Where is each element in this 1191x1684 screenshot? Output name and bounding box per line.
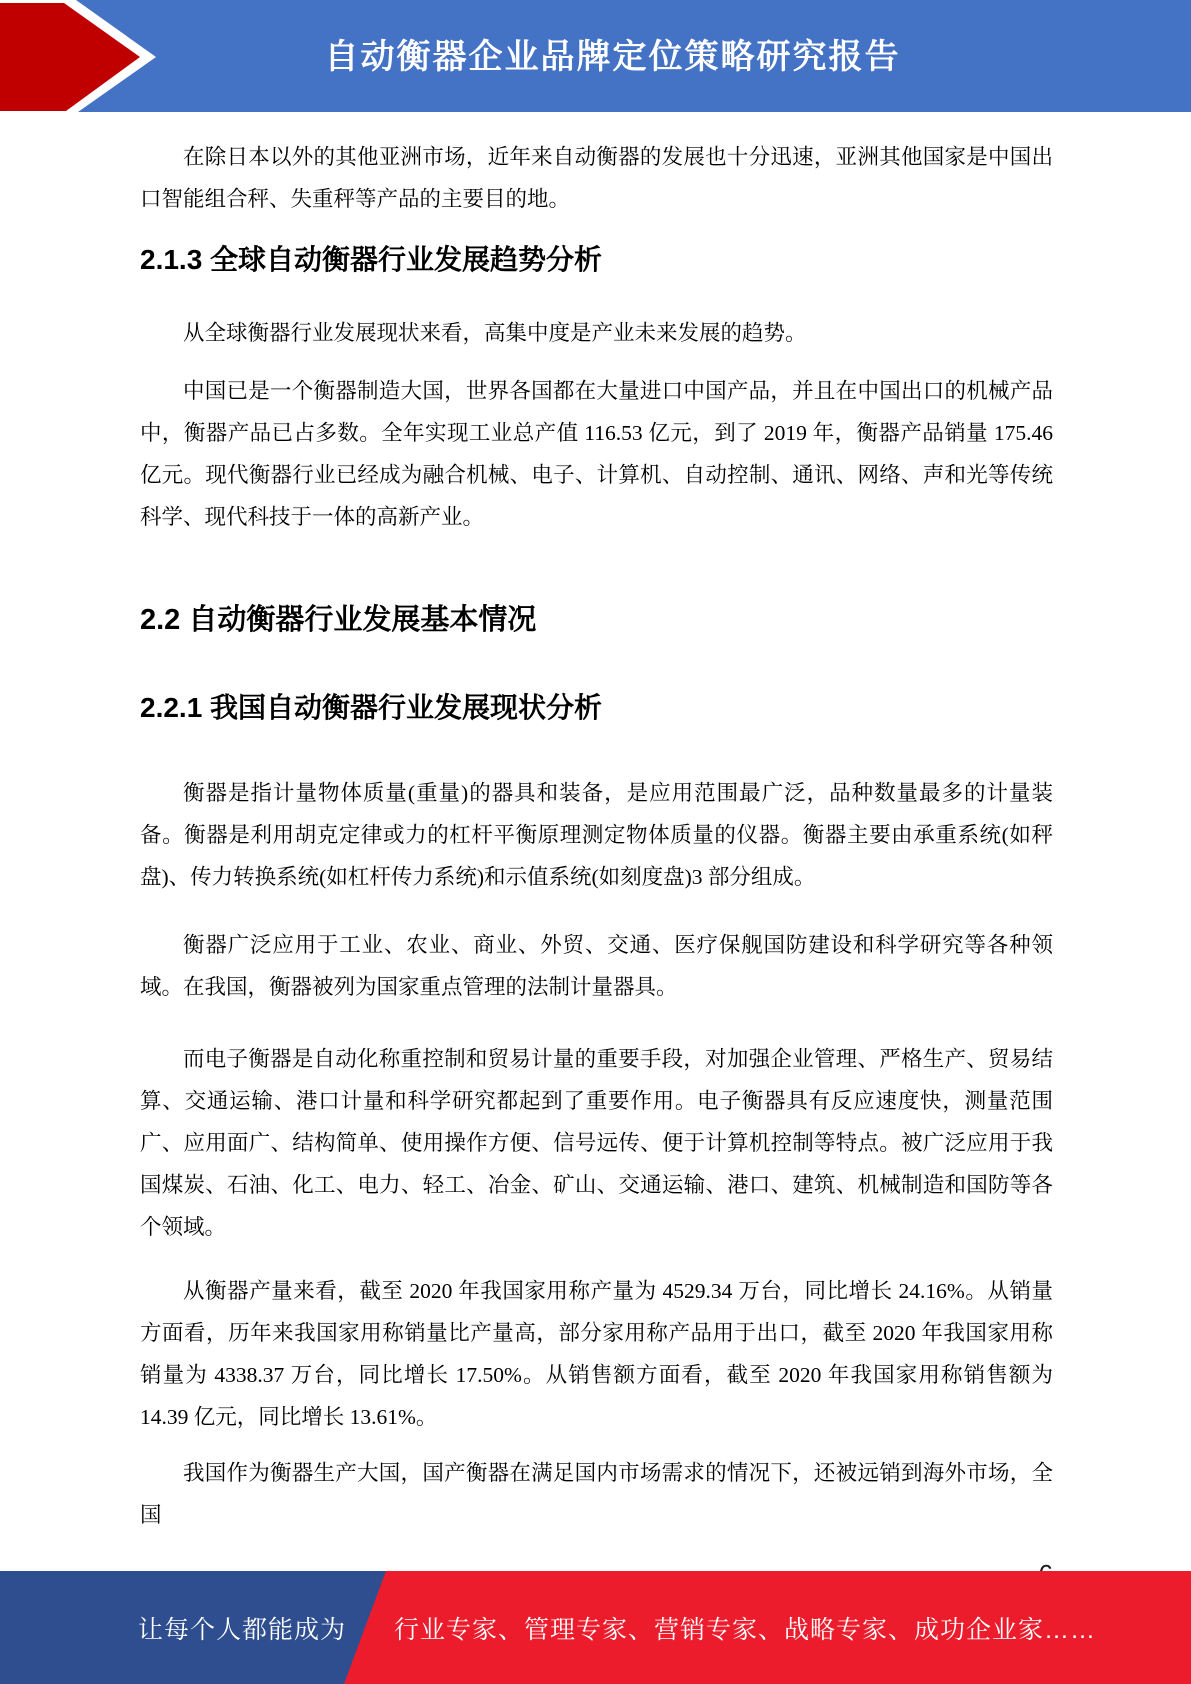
paragraph-intro: 在除日本以外的其他亚洲市场，近年来自动衡器的发展也十分迅速，亚洲其他国家是中国出口智能组合秤、失重秤等产品的主要目的地。	[140, 145, 1053, 211]
paragraph-global-trend: 从全球衡器行业发展现状来看，高集中度是产业未来发展的趋势。	[183, 321, 807, 345]
paragraph-export: 我国作为衡器生产大国，国产衡器在满足国内市场需求的情况下，还被远销到海外市场，全国	[140, 1461, 1053, 1527]
section-heading-2-1-3: 2.1.3 全球自动衡器行业发展趋势分析	[140, 244, 603, 275]
paragraph-applications: 衡器广泛应用于工业、农业、商业、外贸、交通、医疗保舰国防建设和科学研究等各种领域。在我国，衡器被列为国家重点管理的法制计量器具。	[140, 933, 1053, 999]
page-title: 自动衡器企业品牌定位策略研究报告	[324, 37, 901, 76]
paragraph-electronic-scale: 而电子衡器是自动化称重控制和贸易计量的重要手段，对加强企业管理、严格生产、贸易结算、交通运输、港口计量和科学研究都起到了重要作用。电子衡器具有反应速度快，测量范围广、应用面广、结构简单、使用操作方便、信号远传、便于计算机控制等特点。被广泛应用于我国煤炭、石油、化工、电力、轻工、冶金、矿山、交通运输、港口、建筑、机械制造和国防等各个领域。	[140, 1047, 1053, 1239]
paragraph-output-statistics: 从衡器产量来看，截至 2020 年我国家用称产量为 4529.34 万台，同比增长 24.16%。从销量方面看，历年来我国家用称销量比产量高，部分家用称产品用于出口，截至 2020 年我国家用称销量为 4338.37 万台，同比增长 17.50%。从销售额方面看，截至 2020 年我国家用称销售额为 14.39 亿元，同比增长 13.61%。	[140, 1279, 1053, 1429]
paragraph-definition: 衡器是指计量物体质量(重量)的器具和装备，是应用范围最广泛，品种数量最多的计量装备。衡器是利用胡克定律或力的杠杆平衡原理测定物体质量的仪器。衡器主要由承重系统(如秤盘)、传力转换系统(如杠杆传力系统)和示值系统(如刻度盘)3 部分组成。	[140, 781, 1053, 889]
document-body	[0, 112, 1191, 1592]
paragraph-china-manufacturing: 中国已是一个衡器制造大国，世界各国都在大量进口中国产品，并且在中国出口的机械产品中，衡器产品已占多数。全年实现工业总产值 116.53 亿元，到了 2019 年，衡器产品销量 175.46 亿元。现代衡器行业已经成为融合机械、电子、计算机、自动控制、通讯、网络、声和光等传统科学、现代科技于一体的高新产业。	[140, 379, 1053, 529]
footer-slogan-right: 行业专家、管理专家、营销专家、战略专家、成功企业家……	[394, 1615, 1097, 1644]
header-banner	[0, 0, 1191, 112]
footer-slogan-left: 让每个人都能成为	[137, 1615, 346, 1644]
footer-banner	[0, 1571, 1191, 1684]
section-heading-2-2-1: 2.2.1 我国自动衡器行业发展现状分析	[140, 692, 603, 723]
section-heading-2-2: 2.2 自动衡器行业发展基本情况	[140, 604, 537, 636]
